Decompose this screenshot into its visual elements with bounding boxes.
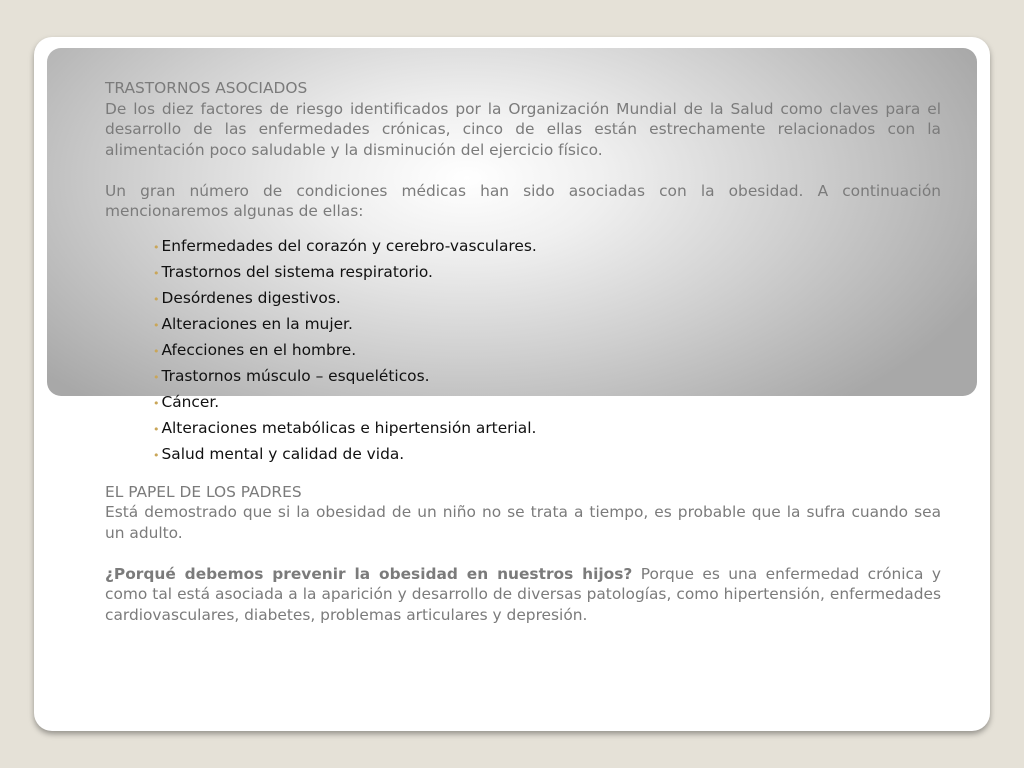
list-item-text: Enfermedades del corazón y cerebro-vasculares. bbox=[161, 236, 537, 255]
list-item-text: Alteraciones en la mujer. bbox=[161, 314, 353, 333]
list-item-text: Salud mental y calidad de vida. bbox=[161, 444, 405, 463]
bullet-icon: • bbox=[153, 240, 160, 254]
bullet-icon: • bbox=[153, 344, 160, 358]
list-item bbox=[153, 234, 941, 260]
question-bold-text: ¿Porqué debemos prevenir la obesidad en nuestros hijos? bbox=[105, 564, 633, 583]
bullet-icon: • bbox=[153, 370, 160, 384]
section-paragraph-question bbox=[105, 564, 941, 626]
list-item bbox=[153, 442, 941, 468]
list-item bbox=[153, 390, 941, 416]
bullet-icon: • bbox=[153, 292, 160, 306]
list-item bbox=[153, 260, 941, 286]
spacer bbox=[105, 160, 941, 181]
conditions-list bbox=[105, 234, 941, 468]
list-item bbox=[153, 286, 941, 312]
list-item bbox=[153, 416, 941, 442]
list-item-text: Desórdenes digestivos. bbox=[161, 288, 341, 307]
bullet-icon: • bbox=[153, 318, 160, 332]
section-paragraph-intro: Un gran número de condiciones médicas han sido asociadas con la obesidad. A continuación mencionaremos algunas de ellas: bbox=[105, 181, 941, 220]
bullet-icon: • bbox=[153, 422, 160, 436]
spacer bbox=[105, 468, 941, 482]
section-paragraph-factores: De los diez factores de riesgo identificados por la Organización Mundial de la Salud como claves para el desarrollo de las enfermedades crónicas, cinco de ellas están estrechamente relacionados con la alimentación poco saludable y la disminución del ejercicio físico. bbox=[105, 99, 941, 159]
slide-content bbox=[105, 78, 941, 625]
list-item-text: Alteraciones metabólicas e hipertensión arterial. bbox=[161, 418, 537, 437]
section-paragraph-padres: Está demostrado que si la obesidad de un niño no se trata a tiempo, es probable que la sufra cuando sea un adulto. bbox=[105, 503, 941, 542]
list-item-text: Trastornos músculo – esqueléticos. bbox=[161, 366, 430, 385]
answer-text: Porque es una enfermedad crónica y como tal está asociada a la aparición y desarrollo de diversas patologías, como hipertensión, enfermedades cardiovasculares, diabetes, problemas articulares y depresión. bbox=[105, 564, 941, 624]
bullet-icon: • bbox=[153, 396, 160, 410]
list-item bbox=[153, 364, 941, 390]
section-heading-padres: EL PAPEL DE LOS PADRES bbox=[105, 482, 302, 501]
list-item bbox=[153, 312, 941, 338]
list-item-text: Trastornos del sistema respiratorio. bbox=[161, 262, 433, 281]
list-item-text: Cáncer. bbox=[161, 392, 220, 411]
list-item bbox=[153, 338, 941, 364]
list-item-text: Afecciones en el hombre. bbox=[161, 340, 357, 359]
section-heading-trastornos: TRASTORNOS ASOCIADOS bbox=[105, 79, 308, 97]
bullet-icon: • bbox=[153, 266, 160, 280]
spacer bbox=[105, 543, 941, 564]
bullet-icon: • bbox=[153, 448, 160, 462]
